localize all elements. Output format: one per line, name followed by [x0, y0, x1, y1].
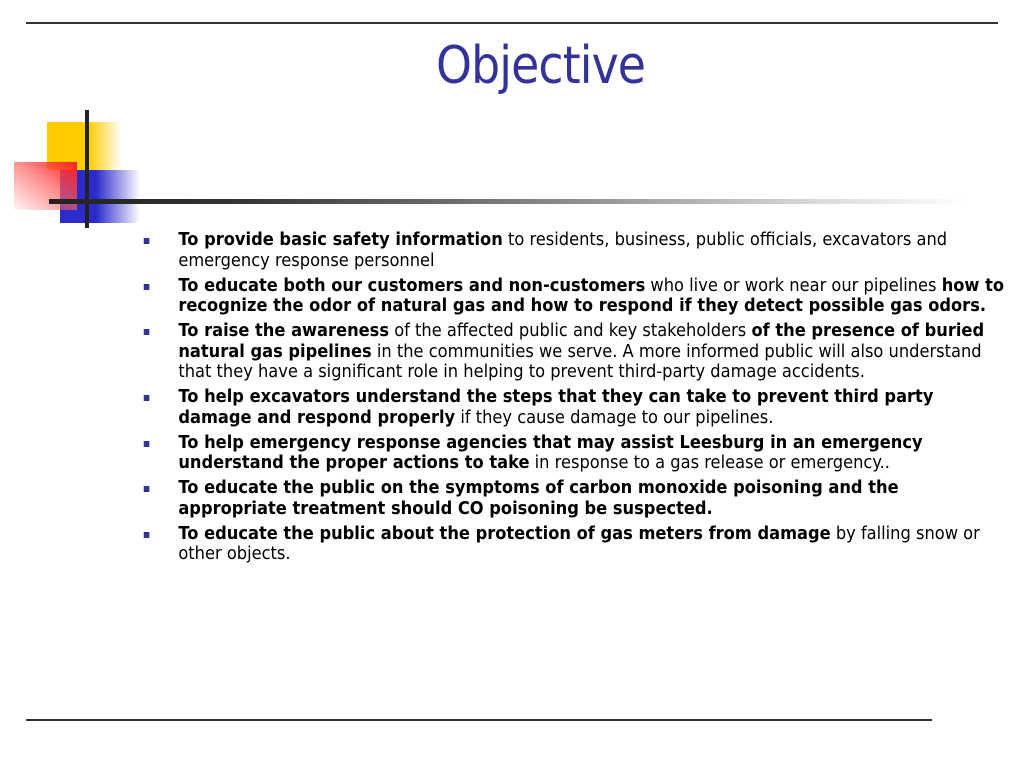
bullet-text: in the communities we serve. A more informed public will also understand that they have a significant role in helping to prevent third-party damage accidents. — [178, 341, 982, 382]
bullet-text-bold: To provide basic safety information — [178, 230, 503, 250]
bullet-text-bold: To help emergency response agencies that may assist Leesburg in an emergency understand the proper actions to take — [178, 432, 923, 473]
bullet-item — [140, 276, 1010, 317]
bullet-text-bold: To educate both our customers and non-customers — [178, 275, 646, 296]
top-divider-line — [26, 22, 998, 24]
vertical-rule-decor — [85, 110, 89, 228]
bullet-item — [140, 387, 1010, 428]
red-square-decor — [14, 162, 77, 210]
yellow-square-decor — [47, 122, 122, 170]
bullet-text-bold: how to recognize the odor of natural gas and how to respond if they detect possible gas odors. — [178, 275, 1005, 316]
title-underline-rule — [49, 199, 969, 204]
bullet-item — [140, 478, 1010, 519]
bullet-item — [140, 524, 1010, 565]
square-bullet-icon — [144, 486, 150, 492]
square-bullet-icon — [144, 238, 150, 244]
slide-title: Objective — [436, 36, 646, 96]
bullet-item — [140, 321, 1010, 383]
blue-square-decor — [60, 170, 140, 223]
bullet-text: of the affected public and key stakeholders — [389, 321, 752, 341]
bottom-divider-line — [26, 719, 932, 721]
bullet-text: by falling snow or other objects. — [178, 523, 980, 564]
bullet-text: who live or work near our pipelines — [645, 275, 942, 296]
bullet-text-bold: To educate the public on the symptoms of carbon monoxide poisoning and the appropriate treatment should CO poisoning be suspected. — [178, 478, 899, 519]
square-bullet-icon — [144, 395, 150, 401]
bullet-text: if they cause damage to our pipelines. — [455, 407, 774, 428]
square-bullet-icon — [144, 284, 150, 290]
objective-bullet-list — [140, 230, 1005, 569]
square-bullet-icon — [144, 532, 150, 538]
bullet-text-bold: To educate the public about the protection of gas meters from damage — [178, 523, 831, 544]
bullet-text-bold: To help excavators understand the steps that they can take to prevent third party damage and respond properly — [178, 387, 934, 428]
bullet-text: to residents, business, public officials, excavators and emergency response personnel — [178, 230, 948, 271]
square-bullet-icon — [144, 329, 150, 335]
bullet-text-bold: of the presence of buried natural gas pipelines — [178, 321, 985, 362]
bullet-text: in response to a gas release or emergency.. — [529, 453, 890, 473]
bullet-text-bold: To raise the awareness — [178, 321, 390, 341]
bullet-item — [140, 433, 1010, 474]
bullet-item — [140, 230, 1010, 271]
square-bullet-icon — [144, 441, 150, 447]
